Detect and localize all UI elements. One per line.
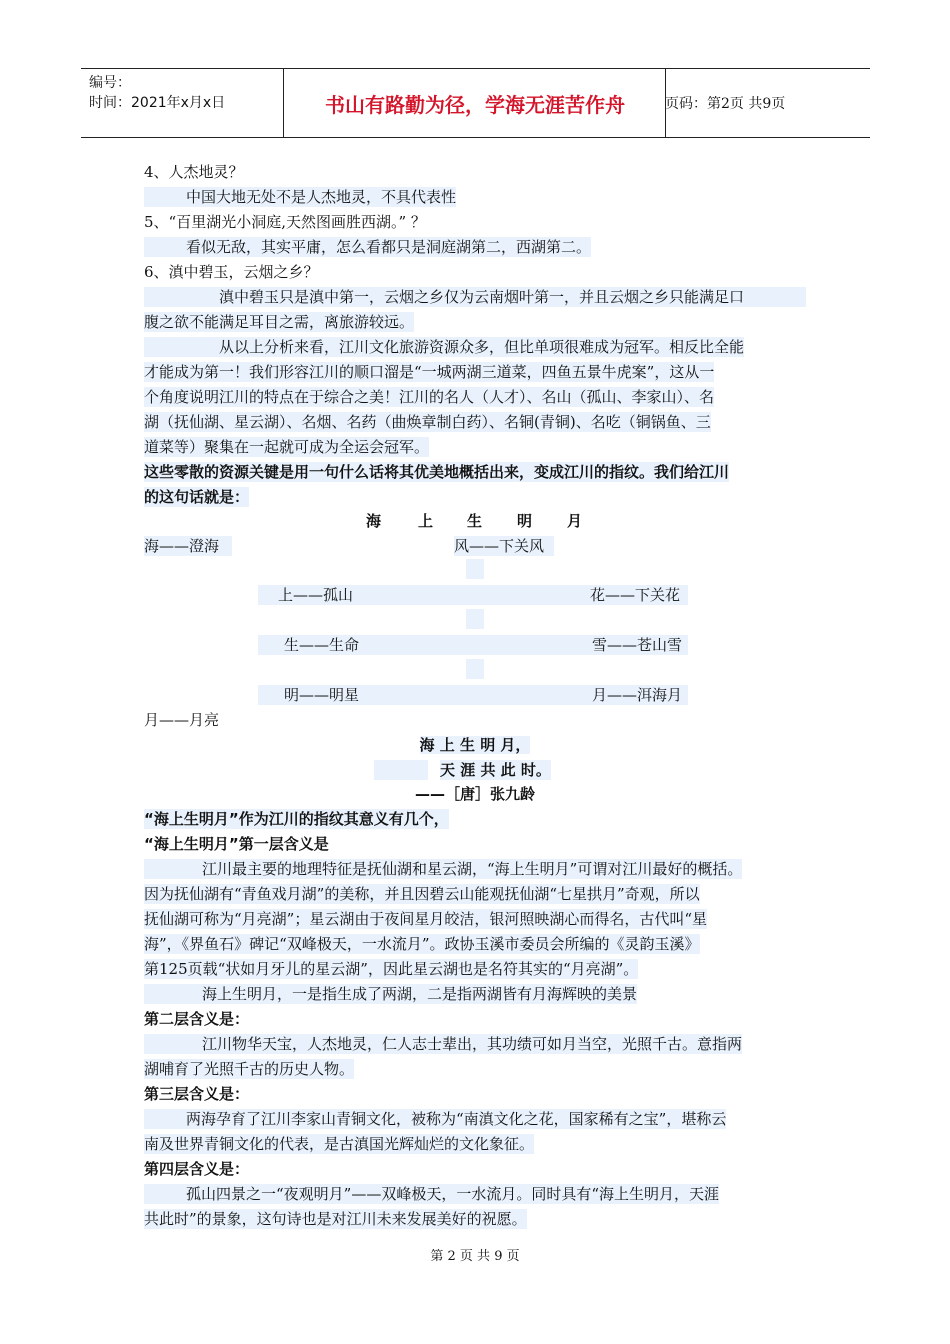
analysis-line1: 从以上分析来看，江川文化旅游资源众多，但比单项很难成为冠军。相反比全能 (144, 337, 744, 357)
meaning-l4-p2: 共此时”的景象，这句诗也是对江川未来发展美好的祝愿。 (144, 1210, 527, 1228)
analysis-line2: 才能成为第一！我们形容江川的顺口溜是“一城两湖三道菜，四鱼五景牛虎案”，这从一 (144, 363, 715, 381)
meaning-l1-p3: 抚仙湖可称为“月亮湖”；星云湖由于夜间星月皎洁，银河照映湖心而得名，古代叫“星 (144, 910, 708, 928)
poem-line2: 天 涯 共 此 时。 (440, 761, 551, 779)
bold-statement-line2: 的这句话就是： (144, 488, 250, 506)
answer-5: 看似无敌，其实平庸，怎么看都只是洞庭湖第二，西湖第二。 (144, 237, 591, 257)
connector-block (466, 559, 484, 579)
slogan-char: 上 (418, 512, 434, 530)
slogan-left-3: 生——生命 (284, 636, 360, 654)
meaning-l2-p1: 江川物华天宝，人杰地灵，仁人志士辈出，其功绩可如月当空，光照千古。意指两 (144, 1034, 742, 1054)
poem-author: ——［唐］张九龄 (414, 785, 535, 803)
meaning-l3-title: 第三层含义是： (144, 1085, 250, 1103)
meaning-intro: “海上生明月”作为江川的指纹其意义有几个， (144, 810, 449, 828)
analysis-line5: 道菜等）聚集在一起就可成为全运会冠军。 (144, 438, 430, 456)
meaning-l3-p2: 南及世界青铜文化的代表，是古滇国光辉灿烂的文化象征。 (144, 1135, 535, 1153)
meaning-l2-title: 第二层含义是： (144, 1010, 250, 1028)
connector-block (466, 659, 484, 679)
slogan-left-2: 上——孤山 (278, 586, 354, 604)
slogan-char: 生 (467, 512, 483, 530)
connector-block (466, 609, 484, 629)
question-4: 4、人杰地灵？ (144, 163, 244, 181)
meaning-l2-p2: 湖哺育了光照千古的历史人物。 (144, 1060, 355, 1078)
meaning-l1-p2: 因为抚仙湖有“青鱼戏月湖”的美称，并且因碧云山能观抚仙湖“七星拱月”奇观，所以 (144, 885, 700, 903)
time-label: 时间：2021年x月x日 (89, 95, 226, 111)
slogan-char: 月 (567, 512, 583, 530)
analysis-line3: 个角度说明江川的特点在于综合之美！江川的名人（人才）、名山（孤山、李家山）、名 (144, 388, 715, 406)
meaning-l4-title: 第四层含义是： (144, 1160, 250, 1178)
answer-6-line1: 滇中碧玉只是滇中第一，云烟之乡仅为云南烟叶第一，并且云烟之乡只能满足口 (144, 287, 806, 307)
slogan-char: 海 (366, 512, 382, 530)
slogan-char: 明 (517, 512, 533, 530)
analysis-line4: 湖（抚仙湖、星云湖）、名烟、名药（曲焕章制白药）、名铜(青铜)、名吃（铜锅鱼、三 (144, 413, 711, 431)
number-label: 编号： (89, 75, 131, 91)
header-motto: 书山有路勤为径，学海无涯苦作舟 (325, 92, 625, 117)
meaning-l4-p1: 孤山四景之一“夜观明月”——双峰极天，一水流月。同时具有“海上生明月，天涯 (144, 1184, 719, 1204)
meaning-l1-title: “海上生明月”第一层含义是 (144, 835, 329, 853)
answer-4: 中国大地无处不是人杰地灵，不具代表性 (144, 187, 456, 207)
question-5: 5、“百里湖光小洞庭,天然图画胜西湖。” ？ (144, 213, 426, 231)
poem-indent-bg (374, 760, 428, 780)
poem-line1: 海 上 生 明 月， (419, 736, 531, 754)
page-header (81, 68, 870, 138)
slogan-left-5: 月——月亮 (144, 711, 220, 729)
answer-6-line2: 腹之欲不能满足耳目之需，离旅游较远。 (144, 313, 415, 331)
bold-statement-line1: 这些零散的资源关键是用一句什么话将其优美地概括出来，变成江川的指纹。我们给江川 (144, 463, 730, 481)
page-footer: 第 2 页 共 9 页 (430, 1249, 520, 1264)
header-meta (89, 73, 225, 113)
slogan-right-4: 月——洱海月 (592, 686, 683, 704)
meaning-l1-p4: 海”，《界鱼石》碑记“双峰极天，一水流月”。政协玉溪市委员会所编的《灵韵玉溪》 (144, 935, 700, 953)
meaning-l3-p1: 两海孕育了江川李家山青铜文化，被称为“南滇文化之花，国家稀有之宝”，堪称云 (144, 1109, 726, 1129)
meaning-l1-p1: 江川最主要的地理特征是抚仙湖和星云湖，“海上生明月”可谓对江川最好的概括。 (144, 859, 742, 879)
slogan-right-1: 风——下关风 (454, 536, 554, 556)
slogan-left-4: 明——明星 (284, 686, 360, 704)
meaning-l1-p6: 海上生明月，一是指生成了两湖，二是指两湖皆有月海辉映的美景 (144, 984, 637, 1004)
slogan-left-1: 海——澄海 (144, 536, 232, 556)
question-6: 6、滇中碧玉，云烟之乡？ (144, 263, 319, 281)
slogan-right-2: 花——下关花 (590, 586, 681, 604)
meaning-l1-p5: 第125页载“状如月牙儿的星云湖”，因此星云湖也是名符其实的“月亮湖”。 (144, 960, 639, 978)
header-page-info: 页码：第2页 共9页 (665, 96, 786, 112)
slogan-right-3: 雪——苍山雪 (592, 636, 683, 654)
